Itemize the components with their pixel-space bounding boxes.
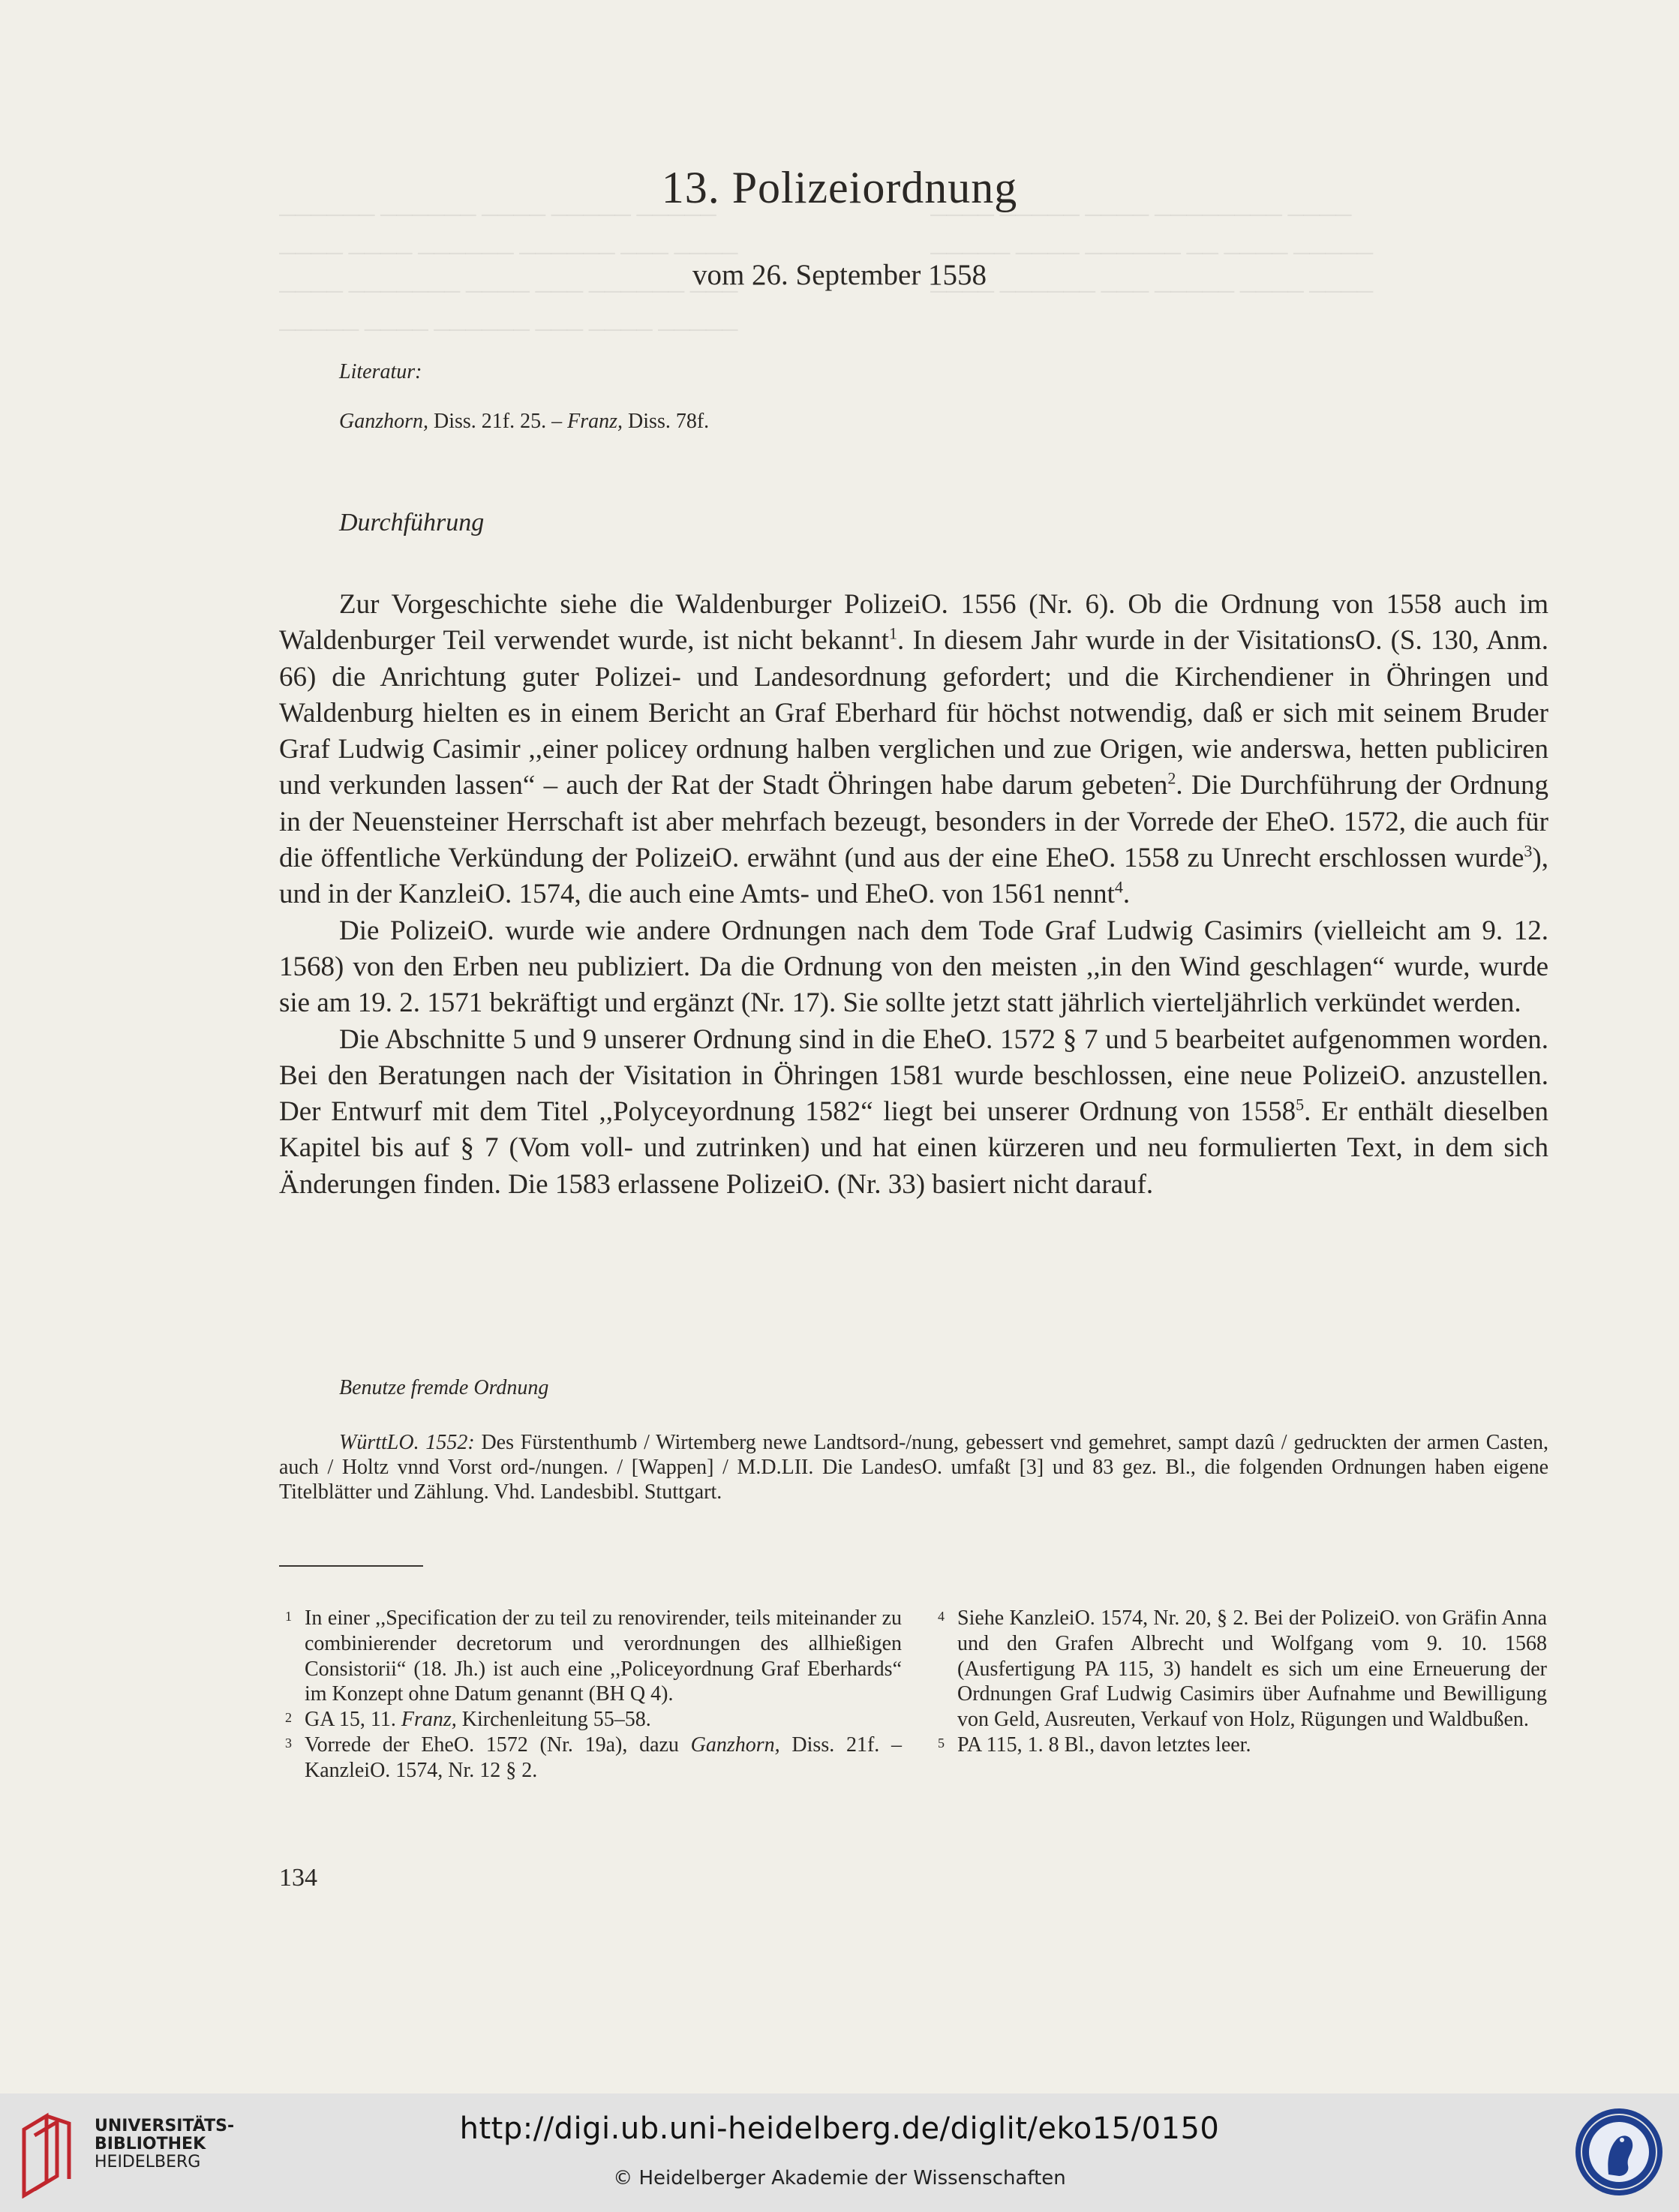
academy-seal-icon <box>1572 2105 1665 2198</box>
footnotes-right-column <box>938 1606 1547 1758</box>
footnote-ref: 1 <box>889 624 898 643</box>
show-through-right: ──── ───── ──── ──────── ──── ───── ──── ────── ── ──── ───── ──── ────── ─── ───── ──── ──── <box>930 203 1374 304</box>
text-run: . In diesem Jahr wurde in der VisitationsO. (S. 130, Anm. 66) die Anrichtung guter Polizei- und Landesordnung gefordert; und die Kirchendiener in Öhringen und Waldenburg hielten es in einem Bericht an Graf Eberhard für höchst notwendig, daß er sich mit seinem Bruder Graf Ludwig Casimir ,,einer policey ordnung halben verglichen und zue Origen, wie anderswa, hetten publiciren und verkunden lassen“ – auch der Rat der Stadt Öhringen habe darum gebeten <box>279 625 1549 801</box>
footnote-ref: 5 <box>1296 1095 1305 1114</box>
footnote-number: 4 <box>938 1609 945 1624</box>
text-run: ), und in der KanzleiO. 1574, die auch eine Amts- und EheO. von 1561 nennt <box>279 843 1548 910</box>
section-heading-benutze: Benutze fremde Ordnung <box>339 1376 549 1399</box>
footnote <box>285 1606 902 1707</box>
ref-text: Diss. 78f. <box>623 410 710 433</box>
footnote-author: Franz, <box>401 1708 457 1732</box>
main-body-text <box>279 587 1548 1203</box>
text-run: Zur Vorgeschichte siehe die Waldenburger PolizeiO. 1556 (Nr. 6). Ob die Ordnung von 1558 auch im Waldenburger Teil verwendet wurde, ist nicht bekannt <box>279 589 1548 657</box>
source-citation <box>279 1430 1548 1504</box>
copyright-notice: © Heidelberger Akademie der Wissenschaften <box>613 2167 1066 2189</box>
footnote-ref: 3 <box>1524 841 1533 861</box>
footnote-author: Ganzhorn, <box>690 1733 780 1757</box>
footnote-ref: 4 <box>1114 878 1123 897</box>
footnote <box>938 1733 1547 1758</box>
text-run: . <box>1122 879 1131 910</box>
footnote <box>938 1606 1547 1733</box>
permalink-url[interactable]: http://digi.ub.uni-heidelberg.de/diglit/eko15/0150 <box>459 2111 1220 2146</box>
footnote-text: Vorrede der EheO. 1572 (Nr. 19a), dazu <box>305 1733 691 1757</box>
footnote-text: Diss. 21f. – KanzleiO. 1574, Nr. 12 § 2. <box>305 1733 902 1782</box>
show-through-left: ────── ────── ──── ───── ───── ──── ──── ────── ────── ─── ──── ──── ─────── ──── ─── ────── ─── ───── ──── ────── ─── ──── ───── <box>279 203 738 342</box>
footnote-number: 3 <box>285 1735 292 1751</box>
footnote-text: Kirchenleitung 55–58. <box>456 1708 651 1732</box>
footnote-number: 1 <box>285 1609 292 1624</box>
citation-text: Des Fürstenthumb / Wirtemberg newe Landtsord-/nung, gebessert vnd gemehret, sampt dazû / gedruckten der armen Casten, auch / Holtz vnnd Vorst ord-/nungen. / [Wappen] / M.D.LII. Die LandesO. umfaßt [3] und 83 gez. Bl., die folgenden Ordnungen haben eigene Titelblätter und Zählung. Vhd. Landesbibl. Stuttgart. <box>279 1431 1548 1504</box>
ref-text: Diss. 21f. 25. – <box>428 410 568 433</box>
footnote-divider <box>279 1565 423 1567</box>
text-run: Die Abschnitte 5 und 9 unserer Ordnung sind in die EheO. 1572 § 7 und 5 bearbeitet aufgenommen worden. Bei den Beratungen nach der Visitation in Öhringen 1581 wurde beschlossen, eine neue PolizeiO. anzustellen. Der Entwurf mit dem Titel ,,Polyceyordnung 1582“ liegt bei unserer Ordnung von 1558 <box>279 1023 1548 1128</box>
footnote-text: PA 115, 1. 8 Bl., davon letztes leer. <box>957 1733 1251 1757</box>
library-name-line: UNIVERSITÄTS- <box>95 2117 235 2135</box>
author-franz: Franz, <box>567 410 623 433</box>
text-run: . Er enthält dieselben Kapitel bis auf § 7 (Vom voll- und zutrinken) und hat einen kürzeren und neu formulierten Text, in dem sich Änderungen finden. Die 1583 erlassene PolizeiO. (Nr. 33) basiert nicht darauf. <box>279 1096 1548 1200</box>
page-number: 134 <box>279 1864 317 1892</box>
footnote-ref: 2 <box>1167 769 1176 789</box>
section-heading-durchfuehrung: Durchführung <box>339 509 485 536</box>
footnote-text: In einer ,,Specification der zu teil zu renovirender, teils miteinander zu combinierender decretorum und verordnungen des allhießigen Consistorii“ (18. Jh.) ist auch eine ,,Policeyordnung Graf Eberhards“ im Konzept ohne Datum genannt (BH Q 4). <box>305 1606 902 1706</box>
footnote-number: 2 <box>285 1710 292 1726</box>
footnote-text: Siehe KanzleiO. 1574, Nr. 20, § 2. Bei der PolizeiO. von Gräfin Anna und den Grafen Albrecht und Wolfgang vom 9. 10. 1568 (Ausfertigung PA 115, 3) handelt es sich um eine Erneuerung der Ordnungen Graf Ludwig Casimirs über Aufnahme und Bewilligung von Geld, Ausreuten, Verkauf von Holz, Rügungen und Waldbußen. <box>957 1606 1547 1732</box>
digitization-banner <box>0 2093 1679 2212</box>
footnote <box>285 1707 902 1733</box>
footnote-number: 5 <box>938 1735 945 1751</box>
author-ganzhorn: Ganzhorn, <box>339 410 429 433</box>
page-subtitle: vom 26. September 1558 <box>692 259 987 291</box>
paragraph <box>279 587 1548 913</box>
citation-label: WürttLO. 1552: <box>339 1431 475 1454</box>
paragraph: Die PolizeiO. wurde wie andere Ordnungen nach dem Tode Graf Ludwig Casimirs (vielleicht am 9. 12. 1568) von den Erben neu publiziert. Da die Ordnung von den meisten ,,in den Wind geschlagen“ wurde, wurde sie am 19. 2. 1571 bekräftigt und ergänzt (Nr. 17). Sie sollte jetzt statt jährlich vierteljährlich verkündet werden. <box>279 915 1548 1019</box>
footnotes-left-column <box>285 1606 902 1784</box>
footnote <box>285 1733 902 1784</box>
footnote-text: GA 15, 11. <box>305 1708 401 1732</box>
library-name-line: HEIDELBERG <box>95 2153 201 2171</box>
paragraph <box>279 1022 1548 1203</box>
page-title: 13. Polizeiordnung <box>661 163 1018 212</box>
literatur-references <box>339 410 709 434</box>
text-run: . Die Durchführung der Ordnung in der Neuensteiner Herrschaft ist aber mehrfach bezeugt, besonders in der Vorrede der EheO. 1572, die auch für die öffentliche Verkündung der PolizeiO. erwähnt (und aus der eine EheO. 1558 zu Unrecht erschlossen wurde <box>279 770 1548 874</box>
literatur-label: Literatur: <box>339 360 422 383</box>
library-name-line: BIBLIOTHEK <box>95 2135 206 2153</box>
